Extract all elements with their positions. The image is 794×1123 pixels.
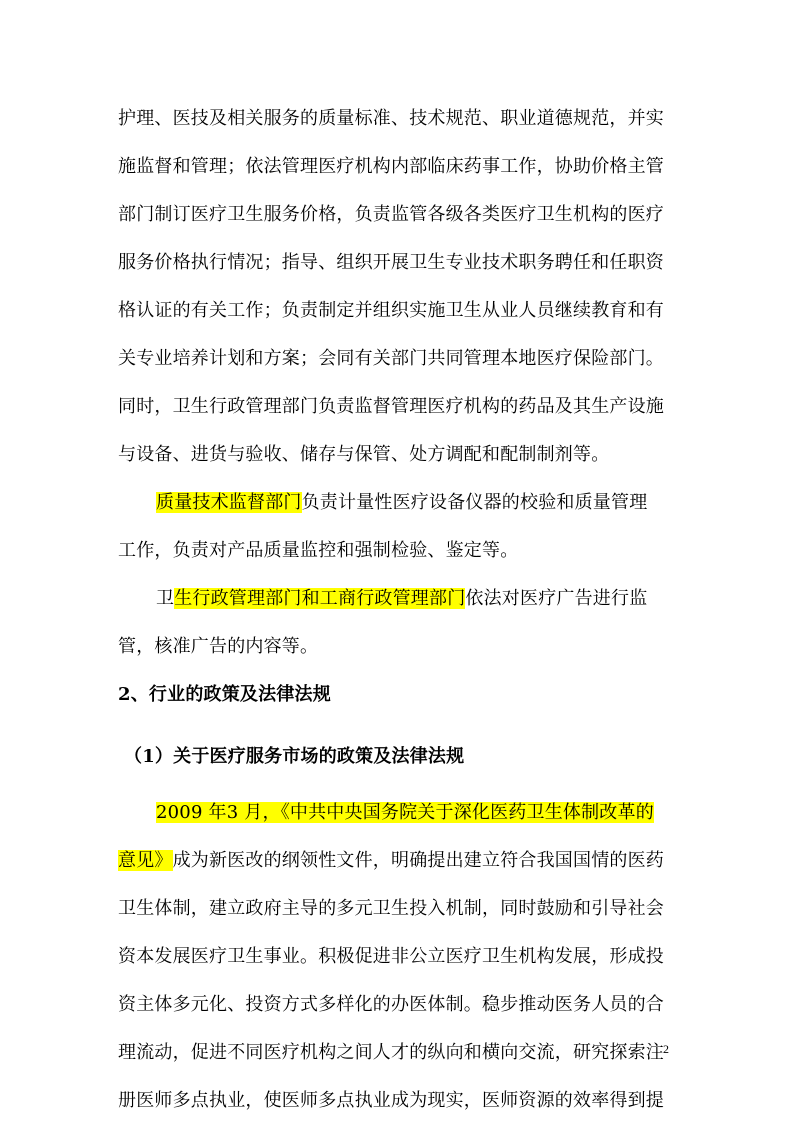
- text-line: 服务价格执行情况；指导、组织开展卫生专业技术职务聘任和任职资: [118, 252, 664, 273]
- text-span: 卫: [156, 588, 175, 609]
- highlighted-text: 生行政管理部门和工商行政管理部门: [174, 588, 466, 609]
- highlighted-text: 2009 年3 月，《中共中央国务院关于深化医药卫生体制改革的: [156, 802, 654, 823]
- text-span: 依法对医疗广告进行监: [465, 588, 648, 609]
- text-line: 与设备、进货与验收、储存与保管、处方调配和配制制剂等。: [118, 444, 610, 465]
- text-line: 理流动，促进不同医疗机构之间人才的纵向和横向交流，研究探索注: [118, 1042, 664, 1063]
- text-span: 成为新医改的纲领性文件，明确提出建立符合我国国情的医药: [172, 850, 665, 871]
- text-span: 负责计量性医疗设备仪器的校验和质量管理: [301, 492, 648, 513]
- text-line: 资本发展医疗卫生事业。积极促进非公立医疗卫生机构发展，形成投: [118, 946, 664, 967]
- text-line: 格认证的有关工作；负责制定并组织实施卫生从业人员继续教育和有: [118, 300, 664, 321]
- text-line: [156, 801, 716, 825]
- highlighted-text: 质量技术监督部门: [156, 492, 302, 513]
- text-line: 管，核准广告的内容等。: [118, 636, 319, 657]
- text-line: [156, 587, 716, 611]
- text-line: 同时，卫生行政管理部门负责监督管理医疗机构的药品及其生产设施: [118, 396, 664, 417]
- text-line: 册医师多点执业，使医师多点执业成为现实，医师资源的效率得到提: [118, 1090, 664, 1111]
- page-number: 2: [663, 1042, 669, 1056]
- text-line: 施监督和管理；依法管理医疗机构内部临床药事工作，协助价格主管: [118, 156, 664, 177]
- highlighted-text: 意见》: [118, 850, 173, 871]
- text-line: 关专业培养计划和方案；会同有关部门共同管理本地医疗保险部门。: [118, 348, 664, 369]
- text-line: 卫生体制，建立政府主导的多元卫生投入机制，同时鼓励和引导社会: [118, 898, 664, 919]
- text-line: 部门制订医疗卫生服务价格，负责监管各级各类医疗卫生机构的医疗: [118, 204, 664, 225]
- section-heading: 2、行业的政策及法律法规: [118, 684, 331, 705]
- text-line: 资主体多元化、投资方式多样化的办医体制。稳步推动医务人员的合: [118, 994, 664, 1015]
- subsection-heading: （1）关于医疗服务市场的政策及法律法规: [124, 746, 465, 767]
- text-line: 护理、医技及相关服务的质量标准、技术规范、职业道德规范，并实: [118, 108, 664, 129]
- text-line: 工作，负责对产品质量监控和强制检验、鉴定等。: [118, 540, 519, 561]
- text-line: [118, 849, 678, 873]
- text-line: [156, 491, 716, 515]
